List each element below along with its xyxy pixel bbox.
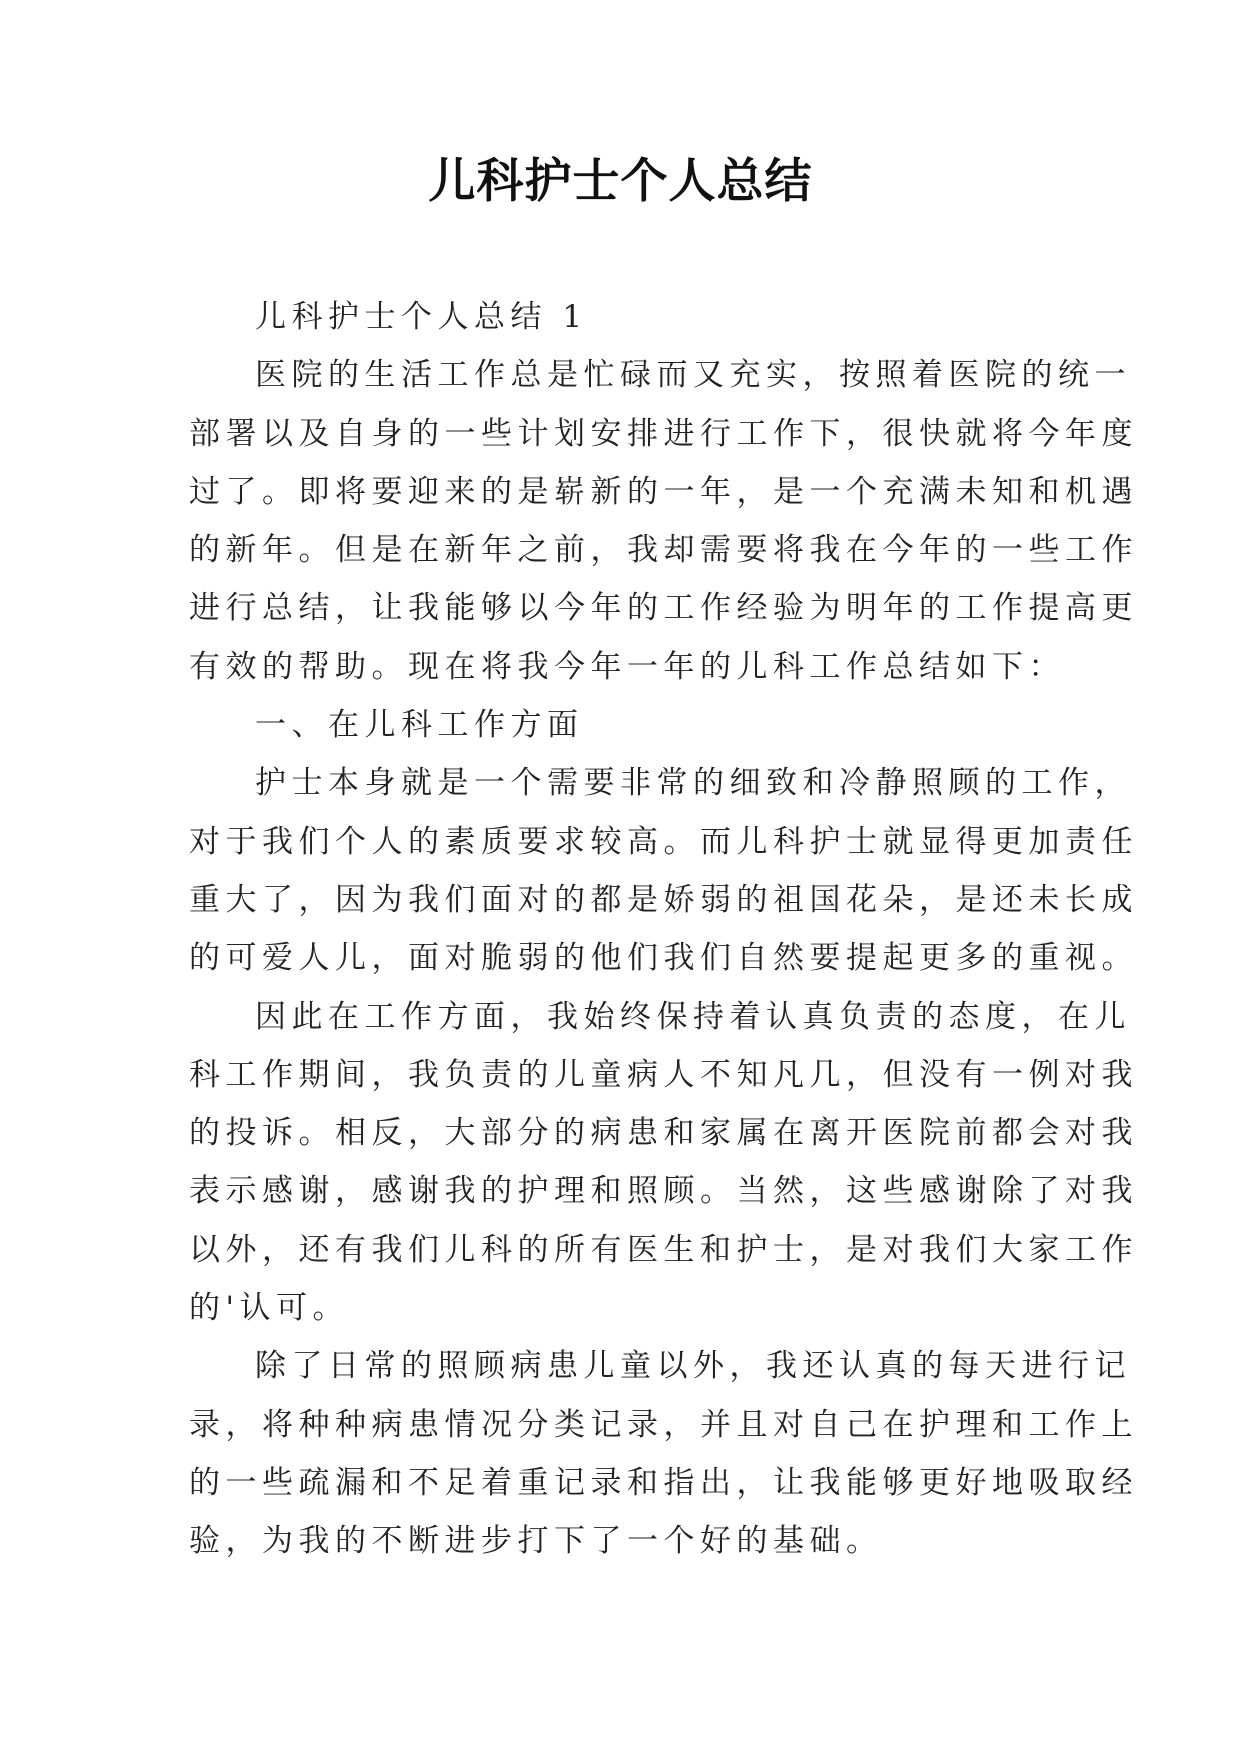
text-line: 护士本身就是一个需要非常的细致和冷静照顾的工作，	[255, 765, 1131, 802]
text-line: 的投诉。相反，大部分的病患和家属在离开医院前都会对我	[189, 1115, 1138, 1152]
text-line: 科工作期间，我负责的儿童病人不知凡几，但没有一例对我	[189, 1056, 1138, 1093]
section-heading: 儿科护士个人总结 1	[255, 299, 588, 335]
text-line: 除了日常的照顾病患儿童以外，我还认真的每天进行记	[255, 1348, 1131, 1385]
document-title: 儿科护士个人总结	[428, 154, 813, 209]
text-line: 进行总结，让我能够以今年的工作经验为明年的工作提高更	[189, 590, 1138, 627]
text-line: 对于我们个人的素质要求较高。而儿科护士就显得更加责任	[189, 823, 1138, 860]
text-line: 的'认可。	[189, 1290, 350, 1327]
text-line: 表示感谢，感谢我的护理和照顾。当然，这些感谢除了对我	[189, 1173, 1138, 1210]
document-body	[189, 288, 1138, 1571]
text-line: 因此在工作方面，我始终保持着认真负责的态度，在儿	[255, 998, 1131, 1035]
text-line: 医院的生活工作总是忙碌而又充实，按照着医院的统一	[255, 357, 1131, 394]
text-line: 的新年。但是在新年之前，我却需要将我在今年的一些工作	[189, 532, 1138, 569]
text-line: 重大了，因为我们面对的都是娇弱的祖国花朵，是还未长成	[189, 881, 1138, 918]
text-line: 有效的帮助。现在将我今年一年的儿科工作总结如下：	[189, 648, 1065, 685]
text-line: 录，将种种病患情况分类记录，并且对自己在护理和工作上	[189, 1406, 1138, 1443]
text-line: 验，为我的不断进步打下了一个好的基础。	[189, 1523, 883, 1560]
text-line: 部署以及自身的一些计划安排进行工作下，很快就将今年度	[189, 415, 1138, 452]
text-line: 过了。即将要迎来的是崭新的一年，是一个充满未知和机遇	[189, 473, 1138, 510]
text-line: 的可爱人儿，面对脆弱的他们我们自然要提起更多的重视。	[189, 940, 1138, 977]
text-line: 的一些疏漏和不足着重记录和指出，让我能够更好地吸取经	[189, 1464, 1138, 1501]
text-line: 以外，还有我们儿科的所有医生和护士，是对我们大家工作	[189, 1231, 1138, 1268]
subsection-heading: 一、在儿科工作方面	[255, 707, 584, 744]
